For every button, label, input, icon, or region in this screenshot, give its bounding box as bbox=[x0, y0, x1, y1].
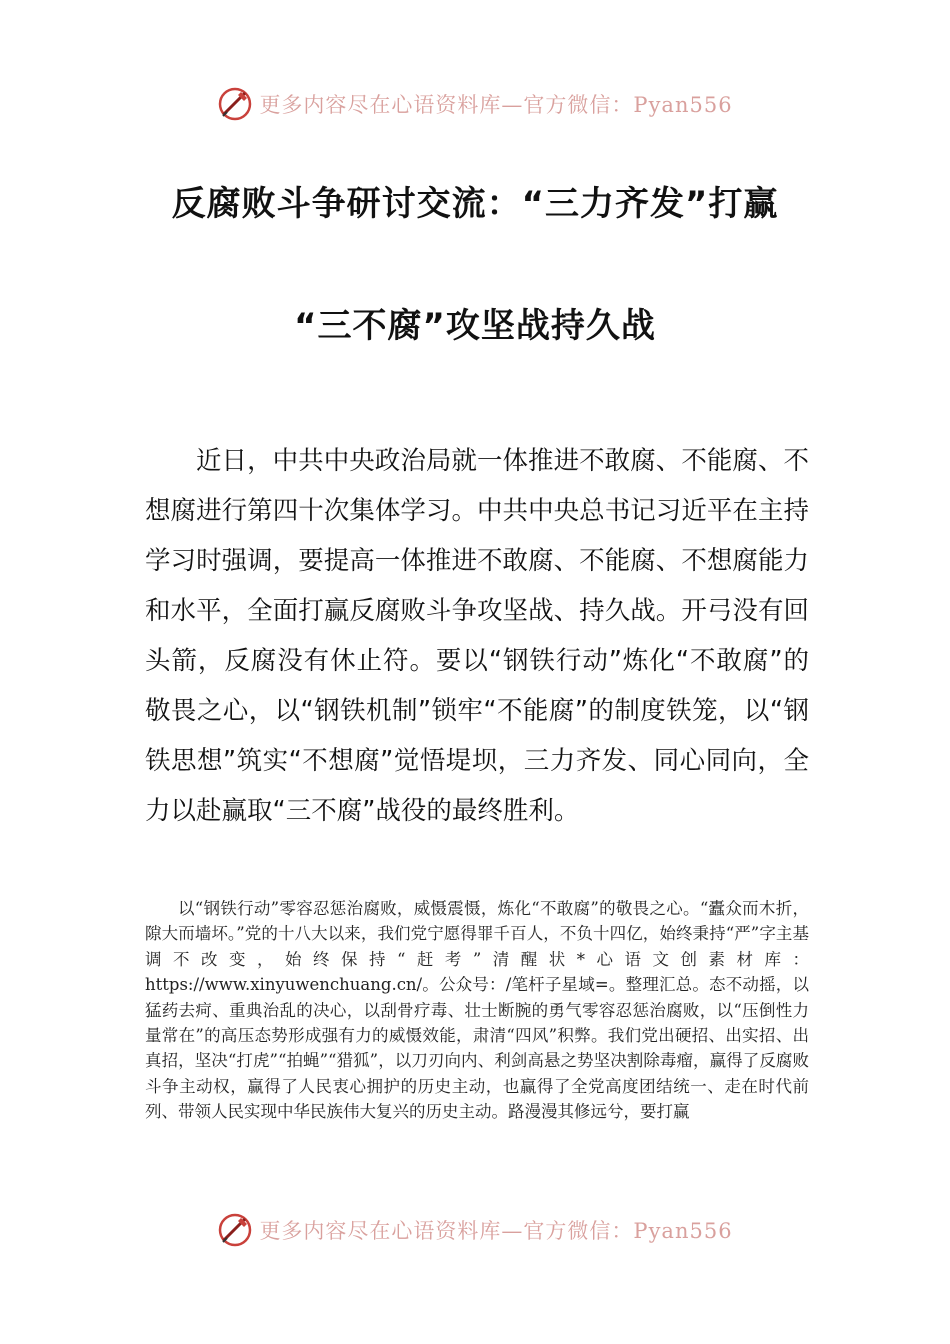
watermark-text: 更多内容尽在心语资料库—官方微信：Pyan556 bbox=[259, 93, 733, 117]
footer-watermark bbox=[0, 1210, 950, 1250]
watermark-text: 更多内容尽在心语资料库—官方微信：Pyan556 bbox=[259, 1219, 733, 1243]
pen-circle-logo-icon bbox=[217, 86, 253, 122]
pen-circle-logo-icon bbox=[217, 1212, 253, 1248]
body-paragraph: 以“钢铁行动”零容忍惩治腐败，威慑震慑，炼化“不敢腐”的敬畏之心。“蠹众而木折，隙大而墙坏。”党的十八大以来，我们党宁愿得罪千百人，不负十四亿，始终秉持“严”字主基调不改变，始终保持“赶考”清醒状*心语文创素材库：https://www.xinyuwenchuang.cn/。公众号：/笔杆子星域=。整理汇总。态不动摇，以猛药去疴、重典治乱的决心，以刮骨疗毒、壮士断腕的勇气零容忍惩治腐败，以“压倒性力量常在”的高压态势形成强有力的威慑效能，肃清“四风”积弊。我们党出硬招、出实招、出真招，坚决“打虎”“拍蝇”“猎狐”，以刀刃向内、利剑高悬之势坚决割除毒瘤，赢得了反腐败斗争主动权，赢得了人民衷心拥护的历史主动，也赢得了全党高度团结统一、走在时代前列、带领人民实现中华民族伟大复兴的历史主动。路漫漫其修远兮，要打赢 bbox=[145, 899, 809, 1122]
document-title-line-1: 反腐败斗争研讨交流：“三力齐发”打赢 bbox=[171, 184, 779, 224]
lead-paragraph: 近日，中共中央政治局就一体推进不敢腐、不能腐、不想腐进行第四十次集体学习。中共中央总书记习近平在主持学习时强调，要提高一体推进不敢腐、不能腐、不想腐能力和水平，全面打赢反腐败斗争攻坚战、持久战。开弓没有回头箭，反腐没有休止符。要以“钢铁行动”炼化“不敢腐”的敬畏之心，以“钢铁机制”锁牢“不能腐”的制度铁笼，以“钢铁思想”筑实“不想腐”觉悟堤坝，三力齐发、同心同向，全力以赴赢取“三不腐”战役的最终胜利。 bbox=[145, 446, 809, 826]
document-title-line-2: “三不腐”攻坚战持久战 bbox=[294, 306, 656, 346]
header-watermark bbox=[0, 84, 950, 124]
